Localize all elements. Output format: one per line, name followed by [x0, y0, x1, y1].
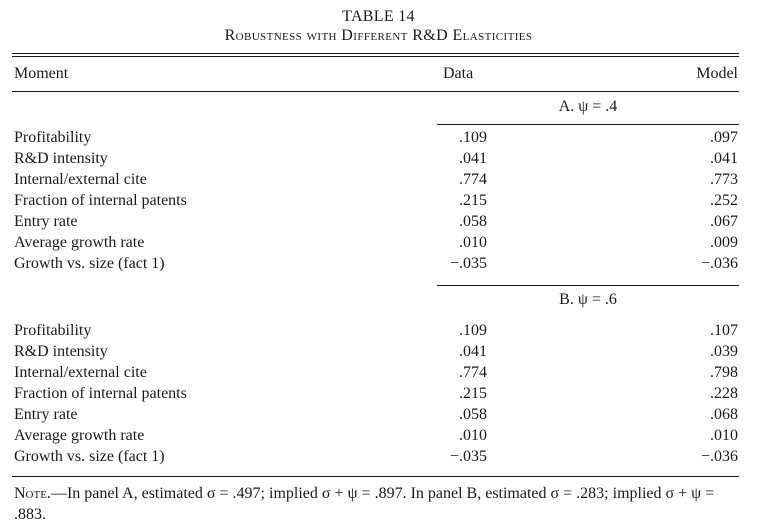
moment-label: Growth vs. size (fact 1) [14, 255, 165, 272]
moment-label: Profitability [14, 129, 92, 146]
moment-label: Entry rate [14, 213, 78, 230]
table-row [0, 343, 757, 364]
panel-a-label: A. ψ = .4 [558, 98, 618, 115]
model-value: −.036 [700, 448, 738, 465]
panel-a-rule [437, 124, 739, 125]
table-title: TABLE 14 [342, 8, 415, 25]
data-value: .041 [459, 150, 487, 167]
model-value: .041 [710, 150, 738, 167]
data-value: .010 [459, 234, 487, 251]
data-value: .109 [459, 322, 487, 339]
moment-label: Growth vs. size (fact 1) [14, 448, 165, 465]
model-value: .798 [710, 364, 738, 381]
table-row [0, 427, 757, 448]
data-value: .058 [459, 406, 487, 423]
top-rule-double [12, 56, 739, 57]
data-value: .215 [459, 192, 487, 209]
note-text: —In panel A, estimated σ = .497; implied σ + ψ = .897. In panel B, estimated σ = .283; implied σ + ψ = .883. [14, 485, 715, 523]
model-value: .252 [710, 192, 738, 209]
table-row [0, 322, 757, 343]
moment-label: Fraction of internal patents [14, 385, 187, 402]
moment-label: Entry rate [14, 406, 78, 423]
data-value: .041 [459, 343, 487, 360]
header-rule [12, 91, 739, 92]
data-value: .109 [459, 129, 487, 146]
moment-label: Fraction of internal patents [14, 192, 187, 209]
table-row [0, 385, 757, 406]
data-value: .774 [459, 171, 487, 188]
table-row [0, 448, 757, 469]
table-row [0, 213, 757, 234]
table-row [0, 150, 757, 171]
moment-label: Average growth rate [14, 427, 145, 444]
data-value: .010 [459, 427, 487, 444]
model-value: −.036 [700, 255, 738, 272]
model-value: .068 [710, 406, 738, 423]
top-rule [12, 53, 739, 54]
data-value: −.035 [449, 255, 487, 272]
table-row [0, 255, 757, 276]
panel-b-rule [437, 285, 739, 286]
table-note [14, 483, 739, 525]
model-value: .773 [710, 171, 738, 188]
model-value: .039 [710, 343, 738, 360]
model-value: .009 [710, 234, 738, 251]
column-header-data: Data [443, 65, 474, 82]
table-row [0, 171, 757, 192]
table-row [0, 234, 757, 255]
column-header-moment: Moment [14, 65, 69, 82]
table-subtitle: Robustness with Different R&D Elasticities [224, 27, 533, 44]
table-row [0, 192, 757, 213]
moment-label: Average growth rate [14, 234, 145, 251]
model-value: .097 [710, 129, 738, 146]
table-row [0, 364, 757, 385]
table-row [0, 406, 757, 427]
data-value: .058 [459, 213, 487, 230]
data-value: −.035 [449, 448, 487, 465]
column-header-model: Model [696, 65, 738, 82]
model-value: .010 [710, 427, 738, 444]
moment-label: Internal/external cite [14, 171, 147, 188]
note-lead: Note. [14, 485, 51, 502]
bottom-rule [12, 476, 739, 477]
model-value: .228 [710, 385, 738, 402]
panel-b-label: B. ψ = .6 [559, 291, 617, 308]
model-value: .067 [710, 213, 738, 230]
moment-label: Internal/external cite [14, 364, 147, 381]
moment-label: Profitability [14, 322, 92, 339]
model-value: .107 [710, 322, 738, 339]
moment-label: R&D intensity [14, 150, 108, 167]
moment-label: R&D intensity [14, 343, 108, 360]
data-value: .215 [459, 385, 487, 402]
table-row [0, 129, 757, 150]
data-value: .774 [459, 364, 487, 381]
